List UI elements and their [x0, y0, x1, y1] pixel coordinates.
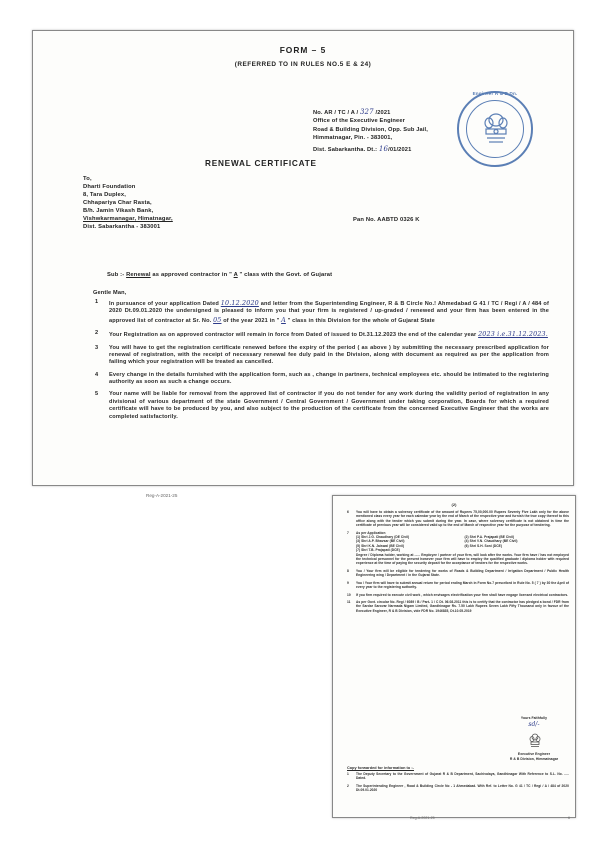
- condition-text: You / Your firm will be eligible for tendering for works of Roads & Building Department / Irrigation Department / Public Health Engineering wing / Department / in the Gujarat State.: [356, 568, 569, 578]
- reference-number-line: [313, 107, 453, 117]
- registration-stamp: Reg-A-2021-25: [410, 816, 435, 820]
- address-line-1: 8, Tara Duplex,: [83, 191, 127, 198]
- condition-text: [109, 299, 549, 325]
- copy-text: The Deputy Secretary to the Government of Gujarat R & B Department, Sachivalaya, Gandhinagar With Reference to S.L. No. ..... Dated.: [356, 772, 569, 781]
- technical-staff-heading: As per Application: [356, 530, 386, 535]
- serial-number-handwritten: 05: [213, 315, 222, 324]
- condition-text: Your name will be liable for removal from the approved list of contractor if you do not tender for any work during the validity period of registration in any divisional of various department of the state Government / Central Government / Government under taking corporation, Boards for which a required certificate will have to be produced by you, and also subject to the production of the certificate from the concerned Executive Engineer that the works are completed satisfactorily.: [109, 391, 549, 420]
- form-title: FORM – 5: [279, 45, 327, 55]
- to-label: To,: [83, 176, 92, 182]
- condition-item: [95, 391, 549, 421]
- para2-part-a: Your Registration as on approved contractor will remain in force from Dated of issued to Dt.31.12.2023 the end of the calendar year: [109, 332, 479, 339]
- staff-entry: (1) Shri J.G. Chaudhary (DE Civil): [356, 535, 410, 540]
- ref-number-handwritten: 327: [359, 108, 374, 116]
- certificate-title: RENEWAL CERTIFICATE: [205, 159, 317, 168]
- condition-item: [95, 330, 549, 339]
- technical-staff-note: Degree / Diploma holder, working at ...... Employee / partner of your firm, will look after the works. Your firm have / has not employed the technical personnel for the present however your firm will have to employ the qualified graduate / diploma holder with required experience at the time of paying the security deposit for the acceptance of tenders for the respective works.: [356, 552, 569, 566]
- class-handwritten: A: [281, 315, 286, 324]
- para1-part-c: of the year 2021 in ": [221, 317, 282, 324]
- condition-text: [356, 531, 569, 566]
- copy-number: 1: [347, 772, 349, 776]
- condition-item: [347, 600, 569, 613]
- condition-number: 8: [347, 568, 349, 573]
- staff-entry: (2) Shri P.A. Prajapati (BE Civil): [464, 535, 515, 540]
- condition-number: 11: [347, 599, 351, 604]
- date-label: Dist. Sabarkantha. Dt.:: [313, 147, 379, 154]
- subject-prefix: Sub :-: [107, 272, 127, 278]
- subject-mid: as approved contractor in ": [150, 272, 234, 278]
- address-line-4: Vishwkarmanagar, Himatnagar,: [83, 215, 173, 222]
- address-line-5: Dist. Sabarkantha - 383001: [83, 223, 161, 230]
- condition-text: Every change in the details furnished with the application form, such as , change in partners, technical employees etc. should be intimated to the registering authority as soon as such a change occurs.: [109, 371, 549, 385]
- date-rest: /01/2021: [388, 147, 412, 154]
- condition-text: [109, 330, 549, 339]
- ref-label: No. AR / TC / A /: [313, 110, 360, 116]
- copy-item: [347, 784, 569, 793]
- date-day-handwritten: 16: [378, 145, 389, 154]
- registration-stamp: Reg-A-2021-25: [146, 493, 178, 498]
- staff-entry: (3) Shri A.P. Bhavsar (BE Civil): [356, 539, 405, 544]
- closing-block: [501, 716, 567, 729]
- office-address-block: [313, 107, 453, 154]
- address-line-2: Chhapariya Char Rasta,: [83, 199, 152, 206]
- ashoka-emblem-icon: [479, 111, 513, 147]
- signatory-office: R & B Division, Himmatnagar: [509, 756, 559, 761]
- renewal-certificate-page-1: [32, 30, 574, 486]
- condition-item: [95, 345, 549, 367]
- validity-date-handwritten: 2023 i.e.31.12.2023.: [478, 330, 548, 339]
- condition-item: [347, 531, 569, 566]
- engineer-seal: [457, 91, 533, 167]
- condition-text: You will have to get the registration certificate renewed before the expiry of the period ( as above ) by submitting the necessary prescribed application for renewal of registration, with the receipt of necessary renewal fee duly paid in the Division, along with document as required as per the application from failing which your registration will be treated as cancelled.: [109, 344, 549, 366]
- page-number: (2): [451, 502, 457, 507]
- copy-text: The Superintending Engineer , Road & Building Circle No - 1 Ahmedabad. With Ref. to Letter No. G 41 / TC / Regi / A / 484 of 2020 Dt.09.01.2020: [356, 783, 569, 793]
- condition-number: 1: [95, 299, 99, 305]
- ashoka-emblem-icon: [528, 733, 542, 749]
- condition-item: [347, 510, 569, 528]
- condition-item: [347, 569, 569, 578]
- rules-reference: (REFERRED TO IN RULES NO.5 E & 24): [234, 61, 372, 68]
- condition-item: [95, 299, 549, 325]
- date-line: [313, 144, 453, 154]
- staff-entry: (6) Shri S.H. Soni (DCE): [464, 543, 502, 548]
- seal-text: Engineer R & B Dn.: [472, 91, 518, 96]
- condition-number: 6: [347, 510, 349, 514]
- condition-item: [95, 372, 549, 387]
- condition-text: You / Your firm will have to submit annual return for period ending March in Form No.7 prescribed in Rule No. 5 ( 7 ) by 30 the April of every year to the registering authority.: [356, 580, 569, 590]
- copy-forwarded-list: [347, 772, 569, 796]
- salutation: Gentle Man,: [93, 290, 127, 296]
- condition-item: [347, 581, 569, 590]
- copy-forwarded-heading: Copy forwarded for information to :-: [347, 766, 414, 770]
- corner-mark: 6: [568, 816, 570, 820]
- addressee-block: [83, 176, 343, 232]
- subject-line: [107, 272, 547, 280]
- office-line-3: Himmatnagar, Pin. - 383001,: [313, 134, 393, 141]
- para1-part-b: and letter from the Superintending Engineer, R & B Circle No.! Ahmedabad G 41 / TC / Regi / A / 484 of 2020 Dt.09.01.2020 the undersigned is pleased to inform you that your firm is registered / up-graded / renewed and your firm has been entered in the approved list of contractor at Sr. No.: [109, 301, 549, 324]
- condition-number: 7: [347, 530, 349, 535]
- subject-renewal: Renewal: [126, 272, 151, 278]
- address-line-3: B/h. Jamin Vikash Bank,: [83, 207, 154, 214]
- signatory-block: [493, 752, 575, 761]
- conditions-list-continued: [347, 510, 569, 616]
- addressee-name: Dharti Foundation: [83, 183, 136, 190]
- technical-staff-list: [356, 535, 569, 553]
- condition-number: 3: [95, 344, 99, 351]
- condition-number: 5: [95, 391, 99, 398]
- staff-entry: (5) Shri K.N. Jaiswal (BE Civil): [356, 543, 405, 548]
- application-date-handwritten: 10.12.2020: [220, 299, 259, 307]
- condition-text: If you firm required to execute civil work , which envisages electrification your firm shall have engage licensed electrical contractors.: [356, 592, 569, 597]
- copy-item: [347, 772, 569, 781]
- signatory-title: Executive Engineer: [517, 752, 551, 756]
- condition-number: 9: [347, 580, 349, 585]
- condition-text: You will have to obtain a solvency certificate of the amount of Rupees 75,00,000.00 Rupees Seventy Five Lakh only for the above mentioned class every year for each calendar year by the end of March of the respective year and furnish the true copy thereof to this office along with the tender which you submit during the year. In case, where solvency certificate is not obtained in time the certificate of previous year will be considered valid up to the end of March of respective year for the purpose of tendering.: [356, 510, 569, 528]
- condition-number: 10: [347, 592, 351, 597]
- ref-year: /2021: [373, 110, 391, 116]
- signature: sd/-: [528, 720, 540, 728]
- renewal-certificate-page-2: [332, 495, 576, 818]
- pan-number: Pan No. AABTD 0326 K: [353, 217, 420, 223]
- condition-text: As per Govt. circular No. Regi / 6089 / B / Part- 1 / C Dt. 06.08.2011 this is to certify that the contractor has pledged a bond / FDR from the Sardar Sarovar Narmada Nigam Limited, Gandhinagar Rs. 7.50 Lakh Rupees Seven Lakh Fifty Thousand only in favour of the Executive Engineer, R & B Division, vide FDR No. 1946835, Dt.10.05.2019: [356, 599, 569, 613]
- staff-entry: (4) Shri V.N. Chaudhary (BE Civil): [464, 539, 518, 544]
- subject-class: A: [233, 272, 238, 278]
- para1-part-a: In pursuance of your application Dated: [109, 301, 221, 307]
- copy-number: 2: [347, 783, 349, 788]
- subject-suffix: " class with the Govt. of Gujarat: [237, 272, 333, 278]
- condition-number: 4: [95, 371, 99, 378]
- condition-item: [347, 593, 569, 597]
- office-line-2: Road & Building Division, Opp. Sub Jail,: [313, 126, 429, 133]
- conditions-list: [95, 299, 549, 426]
- yours-faithfully: Yours Faithfully: [520, 716, 548, 720]
- para1-part-d: " class in this Division for the whole of Gujarat State: [285, 317, 435, 324]
- staff-entry: (7) Shri T.B. Prajapati (DCE): [356, 548, 400, 553]
- condition-number: 2: [95, 330, 99, 337]
- office-line-1: Office of the Executive Engineer: [313, 118, 406, 125]
